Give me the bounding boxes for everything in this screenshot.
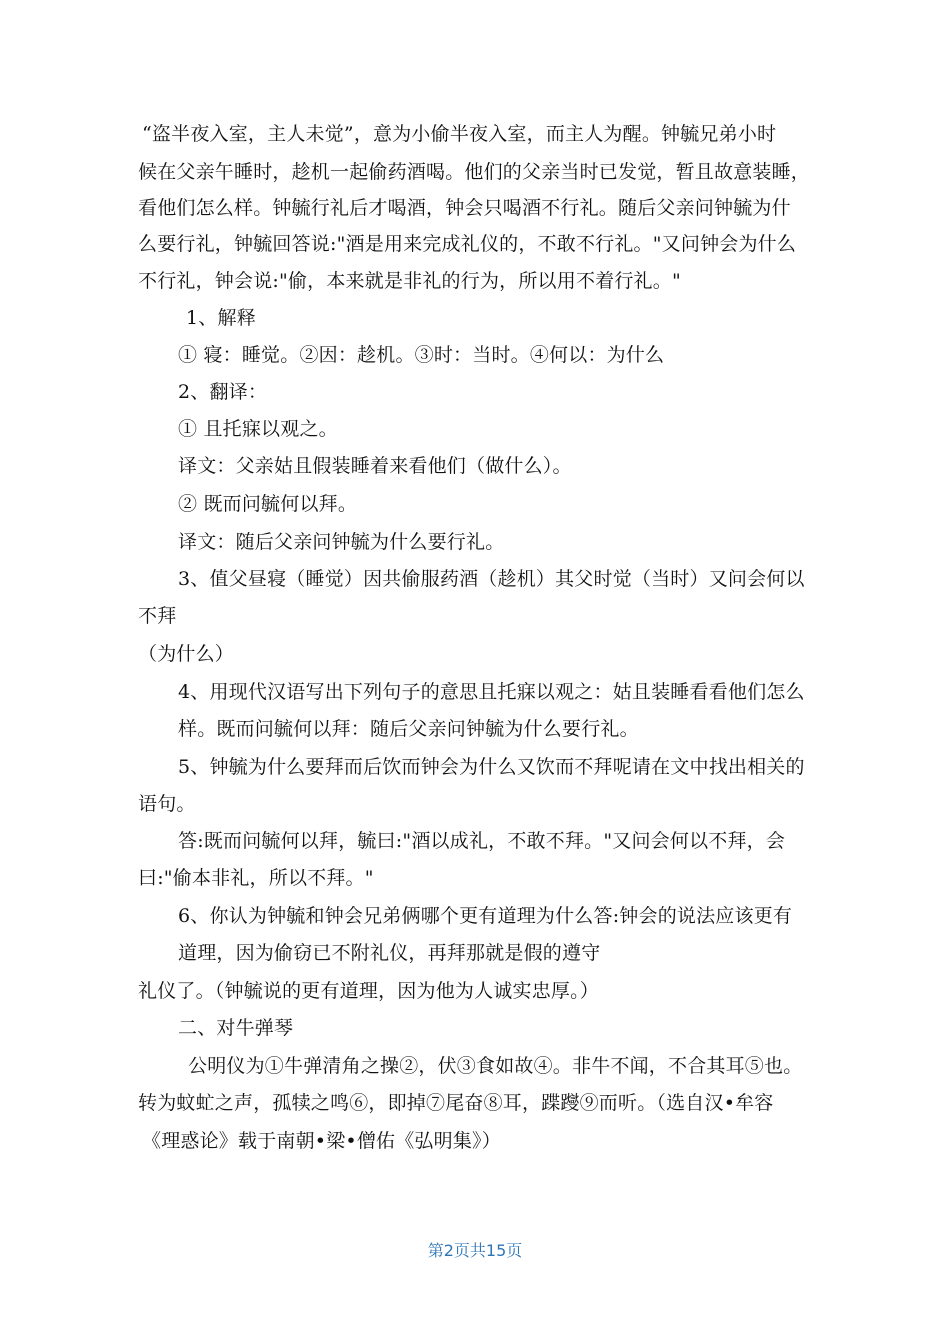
passage-line: “盗半夜入室，主人未觉”，意为小偷半夜入室，而主人为醒。钟毓兄弟小时	[142, 123, 777, 145]
footer-prefix: 第	[427, 1241, 444, 1260]
question-2-translation: 译文：父亲姑且假装睡着来看他们（做什么）。	[178, 455, 572, 477]
question-6-line: 6、你认为钟毓和钟会兄弟俩哪个更有道理为什么答:钟会的说法应该更有	[178, 905, 793, 927]
question-5-line: 5、钟毓为什么要拜而后饮而钟会为什么又饮而不拜呢请在文中找出相关的	[178, 756, 805, 778]
page-footer	[0, 1238, 950, 1261]
footer-suffix: 页	[506, 1241, 523, 1260]
passage-line: 看他们怎么样。钟毓行礼后才喝酒，钟会只喝酒不行礼。随后父亲问钟毓为什	[138, 197, 791, 219]
passage-line: 候在父亲午睡时，趁机一起偷药酒喝。他们的父亲当时已发觉，暂且故意装睡，	[138, 161, 811, 183]
section-title: 二、对牛弹琴	[178, 1017, 294, 1039]
question-2-title: 2、翻译：	[178, 381, 268, 403]
section-line: 转为蚊虻之声，孤犊之鸣⑥，即掉⑦尾奋⑧耳，蹀躞⑨而听。（选自汉•牟容	[138, 1092, 774, 1114]
footer-current-page: 2	[443, 1241, 454, 1260]
question-3-line: 不拜	[138, 605, 177, 627]
passage-line: 不行礼，钟会说:"偷，本来就是非礼的行为，所以用不着行礼。"	[138, 270, 681, 292]
question-2-translation: 译文：随后父亲问钟毓为什么要行礼。	[178, 531, 505, 553]
question-1-title: 1、解释	[186, 307, 256, 329]
question-6-line: 道理，因为偷窃已不附礼仪，再拜那就是假的遵守	[178, 942, 601, 964]
section-line: 《理惑论》载于南朝•梁•僧佑《弘明集》）	[142, 1130, 501, 1152]
question-4-line: 样。既而问毓何以拜：随后父亲问钟毓为什么要行礼。	[178, 718, 639, 740]
question-1-answer: ① 寝：睡觉。②因：趁机。③时：当时。④何以：为什么	[178, 344, 665, 366]
question-2-item: ① 且托寐以观之。	[178, 418, 338, 440]
question-6-line: 礼仪了。（钟毓说的更有道理，因为他为人诚实忠厚。）	[138, 980, 600, 1002]
section-line: 公明仪为①牛弹清角之操②，伏③食如故④。非牛不闻，不合其耳⑤也。	[188, 1055, 803, 1077]
question-5-answer: 答:既而问毓何以拜，毓曰:"酒以成礼，不敢不拜。"又问会何以不拜，会	[178, 830, 786, 852]
question-3-line: 3、值父昼寝（睡觉）因共偷服药酒（趁机）其父时觉（当时）又问会何以	[178, 568, 805, 590]
question-5-line: 语句。	[138, 793, 196, 815]
footer-middle: 页共	[453, 1241, 486, 1260]
passage-line: 么要行礼，钟毓回答说:"酒是用来完成礼仪的，不敢不行礼。"又问钟会为什么	[138, 233, 797, 255]
question-2-item: ② 既而问毓何以拜。	[178, 493, 358, 515]
footer-total-pages: 15	[485, 1241, 507, 1260]
question-4-line: 4、用现代汉语写出下列句子的意思且托寐以观之：姑且装睡看看他们怎么	[178, 681, 805, 703]
question-5-answer: 曰:"偷本非礼，所以不拜。"	[138, 867, 374, 889]
question-3-line: （为什么）	[138, 643, 235, 665]
